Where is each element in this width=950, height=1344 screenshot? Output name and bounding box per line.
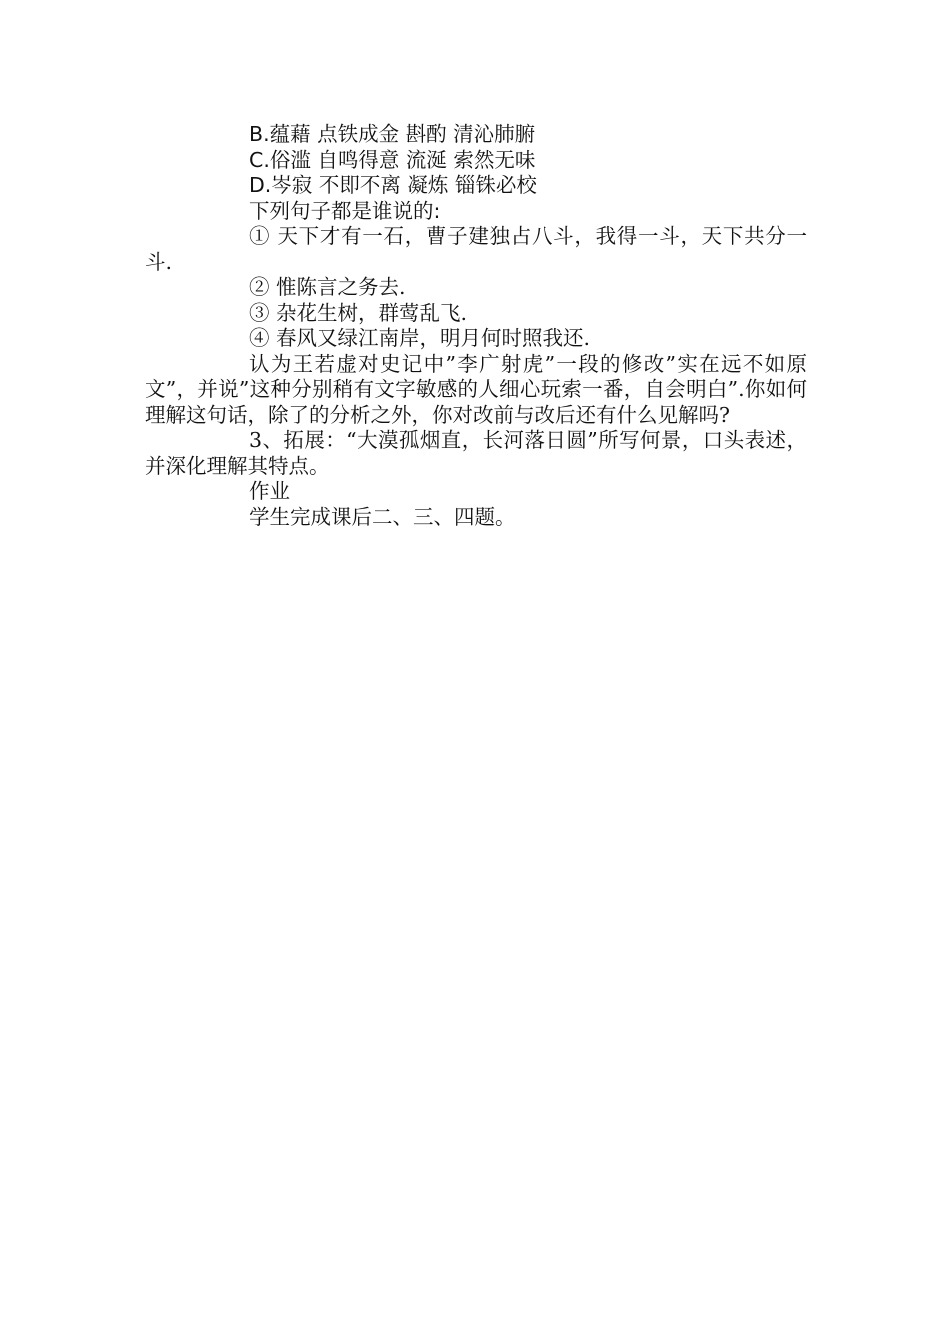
question-heading: 下列句子都是谁说的: xyxy=(249,198,441,223)
option-d: D.岑寂 不即不离 凝炼 锱铢必校 xyxy=(249,173,537,197)
document-body xyxy=(145,122,807,530)
homework-heading: 作业 xyxy=(249,479,290,503)
extension-paragraph: 3、拓展：“大漠孤烟直，长河落日圆”所写何景，口头表述，并深化理解其特点。 xyxy=(145,428,807,478)
homework-text: 学生完成课后二、三、四题。 xyxy=(249,504,516,529)
quote-1: ① 天下才有一石，曹子建独占八斗，我得一斗，天下共分一斗. xyxy=(145,224,807,274)
quote-3: ③ 杂花生树，群莺乱飞. xyxy=(249,300,468,325)
quote-4: ④ 春风又绿江南岸，明月何时照我还. xyxy=(249,326,591,350)
discussion-paragraph: 认为王若虚对史记中”李广射虎”一段的修改”实在远不如原文”，并说”这种分别稍有文字敏感的人细心玩索一番，自会明白”.你如何理解这句话，除了的分析之外，你对改前与改后还有什么见解吗? xyxy=(145,351,807,427)
quote-2: ② 惟陈言之务去. xyxy=(249,275,406,299)
option-b: B.蕴藉 点铁成金 斟酌 清沁肺腑 xyxy=(249,122,536,146)
option-c: C.俗滥 自鸣得意 流涎 索然无味 xyxy=(249,147,536,172)
